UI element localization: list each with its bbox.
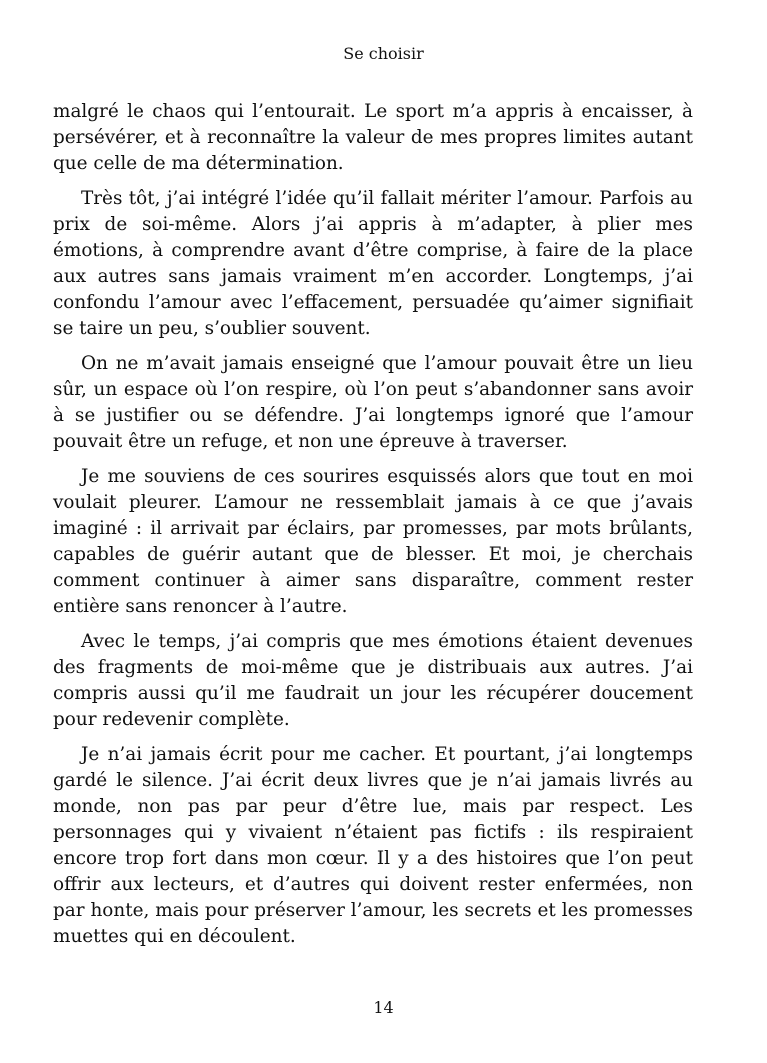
paragraph: Je n’ai jamais écrit pour me cacher. Et pourtant, j’ai longtemps gardé le silence. J’ai écrit deux livres que je n’ai jamais livrés au monde, non pas par peur d’être lue, mais par respect. Les personnages qui y vivaient n’étaient pas fictifs : ils respiraient encore trop fort dans mon cœur. Il y a des histoires que l’on peut offrir aux lecteurs, et d’autres qui doivent rester enfermées, non par honte, mais pour préserver l’amour, les secrets et les promesses muettes qui en découlent.	[53, 744, 693, 947]
paragraph: Avec le temps, j’ai compris que mes émotions étaient devenues des fragments de moi-même que je distribuais aux autres. J’ai compris aussi qu’il me faudrait un jour les récupérer doucement pour redevenir complète.	[53, 631, 693, 730]
body-text	[53, 99, 693, 959]
paragraph: Je me souviens de ces sourires esquissés alors que tout en moi voulait pleurer. L’amour ne ressemblait jamais à ce que j’avais imaginé : il arrivait par éclairs, par promesses, par mots brûlants, capables de guérir autant que de blesser. Et moi, je cherchais comment continuer à aimer sans disparaître, comment rester entière sans renoncer à l’autre.	[53, 466, 693, 617]
paragraph-continued: malgré le chaos qui l’entourait. Le sport m’a appris à encaisser, à persévérer, et à reconnaître la valeur de mes propres limites autant que celle de ma détermination.	[53, 101, 693, 174]
page-number: 14	[373, 998, 394, 1017]
running-header: Se choisir	[343, 44, 424, 63]
paragraph: On ne m’avait jamais enseigné que l’amour pouvait être un lieu sûr, un espace où l’on respire, où l’on peut s’abandonner sans avoir à se justifier ou se défendre. J’ai longtemps ignoré que l’amour pouvait être un refuge, et non une épreuve à traverser.	[53, 353, 693, 452]
paragraph: Très tôt, j’ai intégré l’idée qu’il fallait mériter l’amour. Parfois au prix de soi-même. Alors j’ai appris à m’adapter, à plier mes émotions, à comprendre avant d’être comprise, à faire de la place aux autres sans jamais vraiment m’en accorder. Longtemps, j’ai confondu l’amour avec l’effacement, persuadée qu’aimer signifiait se taire un peu, s’oublier souvent.	[53, 188, 693, 339]
